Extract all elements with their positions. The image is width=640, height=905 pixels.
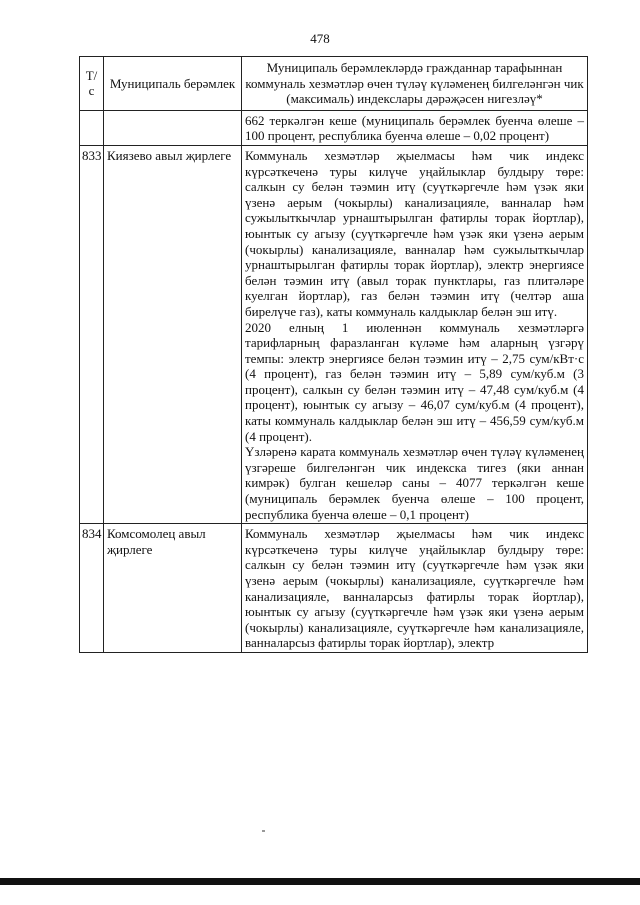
table-header-row xyxy=(80,57,588,111)
paragraph: Коммуналь хезмәтләр җыелмасы һәм чик индекс күрсәткеченә туры килүче уңайлыклар булдыру төре: салкын су белән тәэмин итү (суүткәргечле һәм үзәк яки үзенә аерым (чокырлы) канализацияле, ванналар һәм сужылыткычлар урнаштырылган фатирлы торак йортлар), юынтык су агызу (суүткәргечле һәм үзәк яки үзенә аерым (чокырлы) канализацияле, ванналар һәм сужылыткычлар урнаштырылган фатирлы торак йортлар), электр энергиясе белән тәэмин итү (авыл торак пунктлары, газ плитәләре куелган йортлар), газ белән тәэмин итү (челтәр аша бирелүче газ), каты коммуналь калдыклар белән эш итү. xyxy=(245,147,584,319)
row-number: 834 xyxy=(80,524,104,653)
header-number: Т/с xyxy=(80,57,104,111)
municipality-name: Киязево авыл җирлеге xyxy=(104,145,242,523)
paragraph: Үзләренә карата коммуналь хезмәтләр өчен түләү күләменең үзгәреше билгеләнгән чик индекска тигез (яки аннан кимрәк) булган кешеләр саны – 4077 теркәлгән кеше (муниципаль берәмлек буенча өлеше – 100 процент, республика буенча өлеше – 0,1 процент) xyxy=(245,444,584,522)
index-description xyxy=(242,145,588,523)
table-row-continuation xyxy=(80,110,588,145)
cell-empty xyxy=(80,110,104,145)
row-number: 833 xyxy=(80,145,104,523)
table-row xyxy=(80,524,588,653)
paragraph: 2020 елның 1 июленнән коммуналь хезмәтләргә тарифларның фаразланган күләме һәм аларның үзгәрү темпы: электр энергиясе белән тәэмин итү – 2,75 сум/кВт·с (4 процент), газ белән тәэмин итү – 5,89 сум/куб.м (3 процент), салкын су белән тәэмин итү – 47,48 сум/куб.м (4 процент), юынтык су агызу – 46,07 сум/куб.м (4 процент), каты коммуналь калдыклар белән эш итү – 456,59 сум/куб.м (4 процент). xyxy=(245,319,584,444)
cell-empty xyxy=(104,110,242,145)
index-description xyxy=(242,524,588,653)
continuation-text: 662 теркәлгән кеше (муниципаль берәмлек буенча өлеше – 100 процент, республика буенча өлеше – 0,02 процент) xyxy=(242,110,588,145)
scan-speck xyxy=(262,830,265,832)
header-index-justification: Муниципаль берәмлекләрдә гражданнар тарафыннан коммуналь хезмәтләр өчен түләү күләменең билгеләнгән чик (максималь) индекслары дәрәҗәсен нигезләү* xyxy=(242,57,588,111)
paragraph: Коммуналь хезмәтләр җыелмасы һәм чик индекс күрсәткеченә туры килүче уңайлыклар булдыру төре: салкын су белән тәэмин итү (суүткәргечле һәм үзәк яки үзенә аерым (чокырлы) канализацияле, суүткәргечле һәм канализацияле, ванналарсыз фатирлы торак йортлар), юынтык су агызу (суүткәргечле һәм үзәк яки үзенә аерым (чокырлы) канализацияле, суүткәргечле һәм канализацияле, ванналарсыз фатирлы торак йортлар), электр xyxy=(245,526,584,651)
page-number: 478 xyxy=(310,31,330,46)
header-municipality: Муниципаль берәмлек xyxy=(104,57,242,111)
municipality-name: Комсомолец авыл җирлеге xyxy=(104,524,242,653)
tariff-index-table xyxy=(79,56,588,653)
scan-border-bar xyxy=(0,878,640,885)
table-row xyxy=(80,145,588,523)
